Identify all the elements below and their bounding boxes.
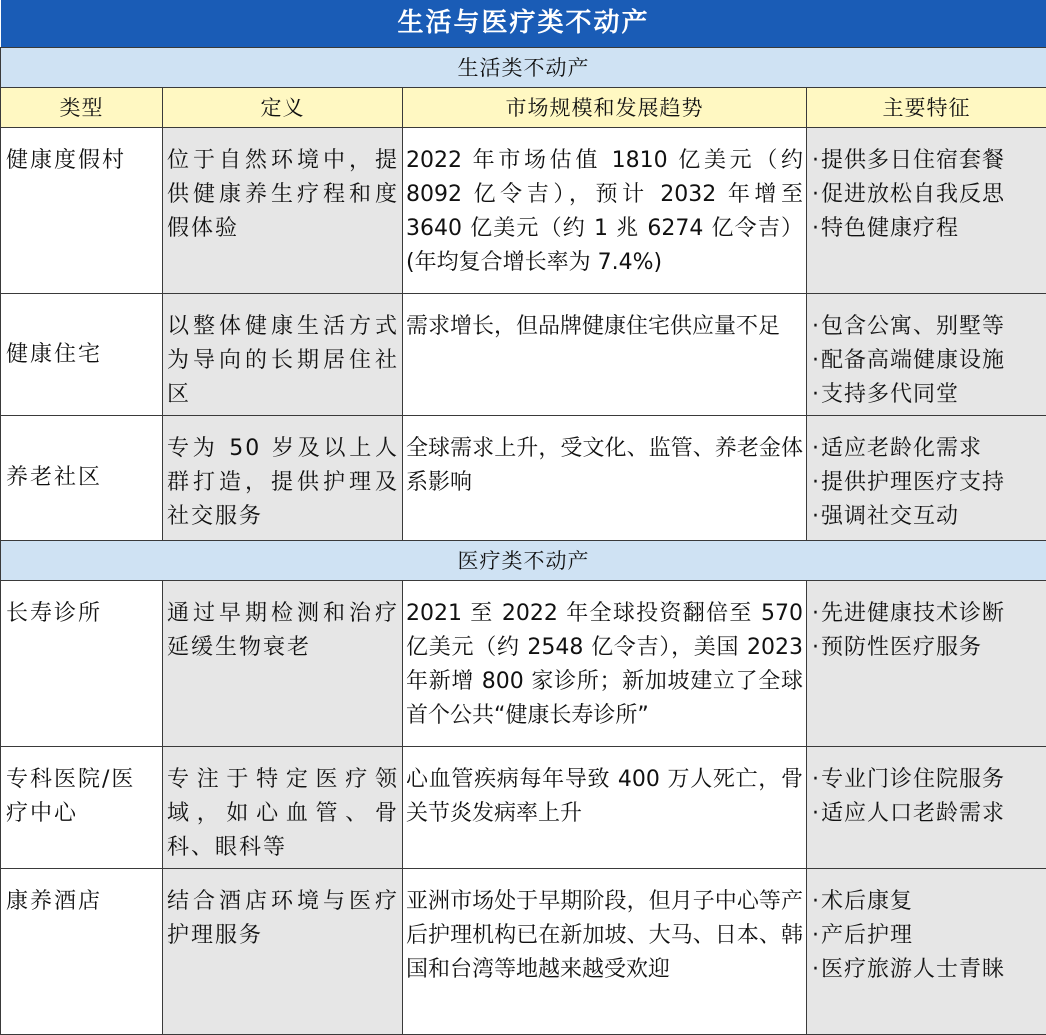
feature-item: · 专业门诊住院服务 [812,763,1044,797]
table-row [1,128,1046,294]
row-market: 2022 年市场估值 1810 亿美元（约 8092 亿令吉），预计 2032 年增至 3640 亿美元（约 1 兆 6274 亿令吉）(年均复合增长率为 7.4%) [403,128,807,294]
feature-item: · 先进健康技术诊断 [812,597,1044,631]
row-type: 专科医院/医疗中心 [1,747,163,869]
row-market: 需求增长，但品牌健康住宅供应量不足 [403,294,807,416]
row-features [807,747,1046,869]
row-features [807,581,1046,747]
feature-item: · 适应老龄化需求 [812,432,1044,466]
row-type: 养老社区 [1,416,163,541]
row-market: 亚洲市场处于早期阶段，但月子中心等产后护理机构已在新加坡、大马、日本、韩国和台湾等地越来越受欢迎 [403,869,807,1035]
feature-item: · 预防性医疗服务 [812,631,1044,665]
row-features [807,294,1046,416]
feature-item: · 医疗旅游人士青睐 [812,953,1044,987]
table-row [1,294,1046,416]
row-features [807,416,1046,541]
row-market: 2021 至 2022 年全球投资翻倍至 570 亿美元（约 2548 亿令吉），美国 2023 年新增 800 家诊所；新加坡建立了全球首个公共“健康长寿诊所” [403,581,807,747]
row-market: 全球需求上升，受文化、监管、养老金体系影响 [403,416,807,541]
feature-item: · 特色健康疗程 [812,212,1044,246]
column-header-type: 类型 [1,88,163,128]
row-definition: 专注于特定医疗领域，如心血管、骨科、眼科等 [163,747,403,869]
table-row [1,747,1046,869]
row-features [807,128,1046,294]
table-title: 生活与医疗类不动产 [1,0,1046,48]
feature-item: · 提供多日住宿套餐 [812,144,1044,178]
feature-item: · 包含公寓、别墅等 [812,310,1044,344]
column-header-features: 主要特征 [807,88,1046,128]
column-header-market: 市场规模和发展趋势 [403,88,807,128]
table-row [1,869,1046,1035]
section-header-lifestyle: 生活类不动产 [1,48,1046,88]
feature-item: · 促进放松自我反思 [812,178,1044,212]
feature-item: · 适应人口老龄需求 [812,797,1044,831]
feature-item: · 支持多代同堂 [812,378,1044,412]
feature-item: · 产后护理 [812,919,1044,953]
row-definition: 通过早期检测和治疗延缓生物衰老 [163,581,403,747]
feature-item: · 强调社交互动 [812,500,1044,534]
feature-item: · 配备高端健康设施 [812,344,1044,378]
table-row [1,416,1046,541]
row-type: 健康度假村 [1,128,163,294]
row-definition: 结合酒店环境与医疗护理服务 [163,869,403,1035]
row-type: 康养酒店 [1,869,163,1035]
section-header-medical: 医疗类不动产 [1,541,1046,581]
column-header-definition: 定义 [163,88,403,128]
row-definition: 位于自然环境中，提供健康养生疗程和度假体验 [163,128,403,294]
row-type: 长寿诊所 [1,581,163,747]
row-definition: 以整体健康生活方式为导向的长期居住社区 [163,294,403,416]
row-definition: 专为 50 岁及以上人群打造，提供护理及社交服务 [163,416,403,541]
row-market: 心血管疾病每年导致 400 万人死亡，骨关节炎发病率上升 [403,747,807,869]
column-header-row [1,88,1046,128]
feature-item: · 提供护理医疗支持 [812,466,1044,500]
row-features [807,869,1046,1035]
feature-item: · 术后康复 [812,885,1044,919]
table-row [1,581,1046,747]
row-type: 健康住宅 [1,294,163,416]
